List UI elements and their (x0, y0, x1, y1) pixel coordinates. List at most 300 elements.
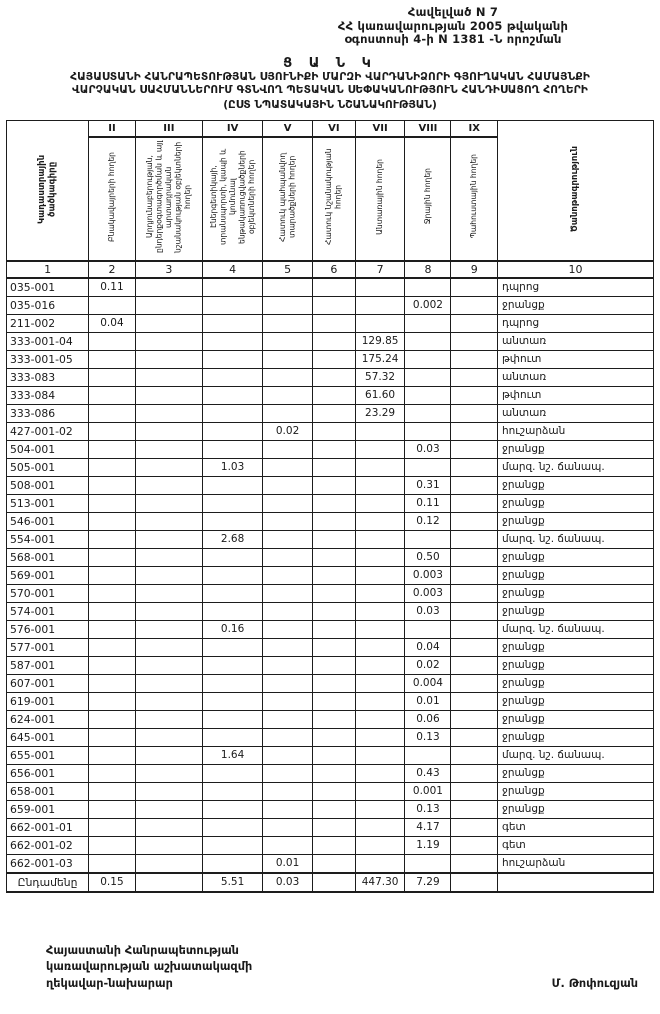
table-row (7, 332, 654, 350)
cell-value (203, 692, 263, 710)
roman-VII: VII (355, 120, 405, 137)
header-water-lands-label: Ջրային հողեր (423, 168, 433, 225)
cell-value (355, 746, 405, 764)
cell-value (312, 566, 355, 584)
cell-code: 427-001-02 (7, 422, 89, 440)
header-forest-lands (355, 137, 405, 261)
total-row (7, 873, 654, 892)
cell-value (263, 710, 313, 728)
cell-value (451, 278, 498, 297)
cell-value (263, 458, 313, 476)
cell-value (203, 440, 263, 458)
roman-II: II (89, 120, 136, 137)
cell-value (451, 494, 498, 512)
cell-note: թփուտ (497, 386, 653, 404)
cell-note: դպրոց (497, 314, 653, 332)
cell-value (135, 332, 202, 350)
table-row (7, 440, 654, 458)
title-line-2: ՎԱՐՉԱԿԱՆ ՍԱՀՄԱՆՆԵՐՈՒՄ ԳՏՆՎՈՂ ՊԵՏԱԿԱՆ ՍԵՓԱԿԱՆՈՒԹՅՈՒՆ ՀԱՆԴԻՍԱՑՈՂ ՀՈՂԵՐԻ (72, 84, 588, 96)
cell-value (405, 386, 451, 404)
cell-value (355, 854, 405, 873)
cell-value (312, 656, 355, 674)
cell-value (451, 422, 498, 440)
cell-value (312, 692, 355, 710)
cell-value (263, 584, 313, 602)
cell-value: 0.03 (405, 440, 451, 458)
cell-value (451, 368, 498, 386)
cell-value (405, 332, 451, 350)
table-row (7, 494, 654, 512)
header-infrastructure-lands-label: Էներգետիկայի, տրանսպորտի, կապի և կոմունալ ենթակառուցվածքների օբյեկտների հողեր (208, 148, 256, 245)
column-number-3: 3 (135, 261, 202, 278)
cell-value (89, 620, 136, 638)
cell-value (405, 278, 451, 297)
cell-value (312, 836, 355, 854)
cell-value (451, 350, 498, 368)
cell-value (203, 584, 263, 602)
cell-value (135, 746, 202, 764)
cell-code: 659-001 (7, 800, 89, 818)
cell-value (405, 350, 451, 368)
cell-value (89, 404, 136, 422)
roman-VI: VI (312, 120, 355, 137)
column-number-row (7, 261, 654, 278)
cell-code: 656-001 (7, 764, 89, 782)
cell-value (135, 674, 202, 692)
cell-value (355, 782, 405, 800)
cell-value (405, 854, 451, 873)
header-cadastral-code-label: Կադաստրային ծածկագիրը (36, 153, 58, 224)
cell-note: ջրանցք (497, 494, 653, 512)
cell-value (451, 746, 498, 764)
cell-value: 0.31 (405, 476, 451, 494)
cell-value (263, 512, 313, 530)
cell-value: 0.04 (89, 314, 136, 332)
header-residential-lands (89, 137, 136, 261)
cell-value (89, 512, 136, 530)
cell-code: 576-001 (7, 620, 89, 638)
cell-value (451, 602, 498, 620)
cell-value (203, 386, 263, 404)
cell-value (89, 800, 136, 818)
cell-value (312, 818, 355, 836)
cell-note: հուշարձան (497, 422, 653, 440)
cell-value (405, 404, 451, 422)
cell-code: 333-001-05 (7, 350, 89, 368)
cell-value (203, 368, 263, 386)
cell-value (203, 602, 263, 620)
cell-value (203, 350, 263, 368)
cell-value (263, 836, 313, 854)
land-categories-table (6, 120, 654, 893)
cell-code: 570-001 (7, 584, 89, 602)
cell-value (451, 620, 498, 638)
column-number-2: 2 (89, 261, 136, 278)
cell-note: ջրանցք (497, 728, 653, 746)
cell-value (451, 332, 498, 350)
cell-value (312, 476, 355, 494)
cell-code: 035-001 (7, 278, 89, 297)
cell-code: 569-001 (7, 566, 89, 584)
cell-value (451, 873, 498, 892)
table-row (7, 782, 654, 800)
cell-value (312, 674, 355, 692)
cell-value (312, 728, 355, 746)
cell-code: 035-016 (7, 296, 89, 314)
cell-note: մարզ. նշ. ճանապ. (497, 620, 653, 638)
cell-value (451, 512, 498, 530)
cell-code: 587-001 (7, 656, 89, 674)
table-row (7, 764, 654, 782)
table-row (7, 548, 654, 566)
cell-value (263, 296, 313, 314)
cell-value (405, 422, 451, 440)
cell-value (355, 512, 405, 530)
cell-value (89, 746, 136, 764)
cell-value (135, 530, 202, 548)
table-row (7, 746, 654, 764)
cell-value (355, 548, 405, 566)
cell-code: 658-001 (7, 782, 89, 800)
header-infrastructure-lands (203, 137, 263, 261)
cell-value (135, 620, 202, 638)
cell-value (451, 710, 498, 728)
cell-value (89, 602, 136, 620)
annex-line-1: Հավելված N 7 (407, 5, 499, 19)
column-number-7: 7 (355, 261, 405, 278)
cell-value: 0.002 (405, 296, 451, 314)
cell-value (355, 800, 405, 818)
cell-value (135, 512, 202, 530)
cell-value (203, 332, 263, 350)
cell-value: 5.51 (203, 873, 263, 892)
cell-value (203, 638, 263, 656)
cell-code: 504-001 (7, 440, 89, 458)
cell-value (135, 764, 202, 782)
cell-value (89, 782, 136, 800)
cell-note: մարզ. նշ. ճանապ. (497, 746, 653, 764)
document-list-word: Ց Ա Ն Կ (283, 55, 377, 71)
cell-value (135, 836, 202, 854)
cell-value (451, 404, 498, 422)
cell-value (135, 818, 202, 836)
cell-value (263, 476, 313, 494)
cell-value (312, 638, 355, 656)
cell-value (135, 566, 202, 584)
cell-value (312, 530, 355, 548)
cell-note: ջրանցք (497, 548, 653, 566)
cell-note: մարզ. նշ. ճանապ. (497, 458, 653, 476)
header-reserve-lands-label: Պահուստային հողեր (469, 154, 479, 239)
cell-value (263, 368, 313, 386)
cell-value (451, 566, 498, 584)
cell-value (135, 638, 202, 656)
table-row (7, 692, 654, 710)
cell-value (355, 584, 405, 602)
cell-value (355, 728, 405, 746)
cell-value (89, 494, 136, 512)
cell-value (263, 278, 313, 297)
table-body (7, 278, 654, 892)
cell-code: 333-001-04 (7, 332, 89, 350)
footer-line-1: Հայաստանի Հանրապետության (46, 943, 239, 957)
cell-value (312, 620, 355, 638)
column-number-8: 8 (405, 261, 451, 278)
cell-value (355, 476, 405, 494)
cell-value (451, 764, 498, 782)
cell-value: 0.003 (405, 566, 451, 584)
title-line-1: ՀԱՅԱՍՏԱՆԻ ՀԱՆՐԱՊԵՏՈՒԹՅԱՆ ՍՅՈՒՆԻՔԻ ՄԱՐԶԻ ՎԱՐԴԱՆԻՁՈՐԻ ԳՅՈՒՂԱԿԱՆ ՀԱՄԱՅՆՔԻ (70, 70, 590, 83)
cell-value (263, 746, 313, 764)
cell-value (263, 638, 313, 656)
cell-value (135, 584, 202, 602)
cell-value (355, 674, 405, 692)
cell-value: 0.06 (405, 710, 451, 728)
cell-value (312, 602, 355, 620)
header-protected-lands-label: Հատուկ պահպանվող տարածքների հողեր (278, 151, 297, 242)
cell-note: գետ (497, 836, 653, 854)
cell-value (89, 674, 136, 692)
cell-code: 508-001 (7, 476, 89, 494)
column-number-10: 10 (497, 261, 653, 278)
cell-value (355, 602, 405, 620)
cell-value (203, 656, 263, 674)
table-row (7, 296, 654, 314)
cell-value: 0.13 (405, 728, 451, 746)
cell-value (312, 332, 355, 350)
cell-note: դպրոց (497, 278, 653, 297)
cell-value (89, 818, 136, 836)
cell-value (355, 818, 405, 836)
annex-line-3: օգոստոսի 4-ի N 1381 -Ն որոշման (344, 32, 562, 46)
cell-value (135, 692, 202, 710)
table-row (7, 422, 654, 440)
cell-value: 1.03 (203, 458, 263, 476)
cell-value (355, 530, 405, 548)
cell-value (263, 782, 313, 800)
cell-value: 0.13 (405, 800, 451, 818)
cell-value (135, 656, 202, 674)
cell-value (263, 692, 313, 710)
column-number-1: 1 (7, 261, 89, 278)
cell-value (135, 386, 202, 404)
cell-note: ջրանցք (497, 638, 653, 656)
cell-value (355, 836, 405, 854)
cell-value (263, 530, 313, 548)
header-special-purpose-lands-label: Հատուկ նշանակության հողեր (324, 148, 343, 245)
cell-code: 662-001-02 (7, 836, 89, 854)
cell-value (312, 404, 355, 422)
table-row (7, 620, 654, 638)
title-line-3: (ԸՍՏ ՆՊԱՏԱԿԱՅԻՆ ՆՇԱՆԱԿՈՒԹՅԱՆ) (223, 98, 437, 111)
cell-value (135, 278, 202, 297)
cell-value (89, 440, 136, 458)
cell-value (355, 278, 405, 297)
cell-value (203, 836, 263, 854)
table-row (7, 602, 654, 620)
cell-value (451, 818, 498, 836)
annex-header (258, 6, 648, 47)
cell-value: 447.30 (355, 873, 405, 892)
cell-value (312, 350, 355, 368)
cell-total-label: Ընդամենը (7, 873, 89, 892)
cell-value (355, 710, 405, 728)
cell-value (135, 314, 202, 332)
cell-note: ջրանցք (497, 692, 653, 710)
cell-value (451, 386, 498, 404)
table-row (7, 854, 654, 873)
cell-value: 1.64 (203, 746, 263, 764)
cell-value (89, 386, 136, 404)
cell-value (203, 728, 263, 746)
table-row (7, 710, 654, 728)
table-row (7, 530, 654, 548)
cell-value (203, 674, 263, 692)
roman-III: III (135, 120, 202, 137)
cell-value (203, 314, 263, 332)
cell-value (355, 566, 405, 584)
table-row (7, 458, 654, 476)
cell-value (135, 602, 202, 620)
roman-IV: IV (203, 120, 263, 137)
cell-value (355, 656, 405, 674)
cell-value (203, 296, 263, 314)
cell-value (135, 404, 202, 422)
table-row (7, 350, 654, 368)
cell-value (451, 692, 498, 710)
cell-value (135, 476, 202, 494)
cell-note: անտառ (497, 368, 653, 386)
cell-value: 1.19 (405, 836, 451, 854)
footer-line-2: կառավարության աշխատակազմի (46, 960, 253, 973)
cell-value (263, 602, 313, 620)
cell-value: 23.29 (355, 404, 405, 422)
cell-value (263, 332, 313, 350)
cell-value: 0.003 (405, 584, 451, 602)
cell-value: 0.03 (263, 873, 313, 892)
table-row (7, 512, 654, 530)
cell-code: 662-001-03 (7, 854, 89, 873)
header-notes (497, 120, 653, 261)
footer-office-block (46, 943, 252, 993)
cell-note: թփուտ (497, 350, 653, 368)
cell-value (203, 422, 263, 440)
cell-code: 645-001 (7, 728, 89, 746)
cell-value (263, 566, 313, 584)
cell-value: 175.24 (355, 350, 405, 368)
cell-value: 0.04 (405, 638, 451, 656)
title-block (0, 56, 660, 112)
cell-value (355, 638, 405, 656)
cell-note: հուշարձան (497, 854, 653, 873)
cell-value: 0.02 (405, 656, 451, 674)
cell-value (451, 530, 498, 548)
cell-value (451, 674, 498, 692)
cell-value (89, 764, 136, 782)
cell-note: գետ (497, 818, 653, 836)
footer (0, 943, 660, 993)
cell-code: 568-001 (7, 548, 89, 566)
cell-value: 0.15 (89, 873, 136, 892)
roman-IX: IX (451, 120, 498, 137)
cell-value: 0.50 (405, 548, 451, 566)
header-cadastral-code (7, 120, 89, 261)
cell-code: 211-002 (7, 314, 89, 332)
cell-value (203, 764, 263, 782)
cell-value (89, 548, 136, 566)
cell-value (263, 728, 313, 746)
cell-value (89, 332, 136, 350)
table-row (7, 656, 654, 674)
cell-value (263, 440, 313, 458)
cell-value (135, 296, 202, 314)
cell-value (355, 620, 405, 638)
cell-value (355, 296, 405, 314)
cell-value (312, 314, 355, 332)
column-number-6: 6 (312, 261, 355, 278)
cell-value (203, 278, 263, 297)
cell-value (312, 764, 355, 782)
cell-value (135, 422, 202, 440)
cell-code: 333-086 (7, 404, 89, 422)
cell-value (135, 782, 202, 800)
cell-value (89, 836, 136, 854)
cell-value: 61.60 (355, 386, 405, 404)
cell-value (312, 800, 355, 818)
cell-value (203, 710, 263, 728)
cell-value (135, 800, 202, 818)
cell-note: ջրանցք (497, 674, 653, 692)
cell-value (355, 458, 405, 476)
table-row (7, 818, 654, 836)
cell-value (312, 854, 355, 873)
cell-value (355, 314, 405, 332)
table-row (7, 476, 654, 494)
cell-value (89, 476, 136, 494)
cell-note: ջրանցք (497, 296, 653, 314)
cell-value (312, 296, 355, 314)
cell-value (312, 710, 355, 728)
cell-value (263, 800, 313, 818)
roman-V: V (263, 120, 313, 137)
cell-value (355, 764, 405, 782)
cell-value (89, 692, 136, 710)
annex-line-2: ՀՀ կառավարության 2005 թվականի (337, 18, 569, 33)
cell-value (203, 548, 263, 566)
cell-code: 554-001 (7, 530, 89, 548)
cell-note: անտառ (497, 404, 653, 422)
table-row (7, 728, 654, 746)
cell-value (451, 836, 498, 854)
cell-value (312, 440, 355, 458)
header-notes-label: Ծանոթագրություն (570, 145, 581, 232)
table-row (7, 584, 654, 602)
cell-value (263, 494, 313, 512)
cell-code: 513-001 (7, 494, 89, 512)
cell-value: 129.85 (355, 332, 405, 350)
cell-value (263, 620, 313, 638)
cell-value: 0.12 (405, 512, 451, 530)
header-forest-lands-label: Անտառային հողեր (375, 158, 385, 235)
cell-code: 619-001 (7, 692, 89, 710)
cell-value (451, 296, 498, 314)
cell-value: 0.01 (405, 692, 451, 710)
cell-value (263, 548, 313, 566)
cell-value (263, 314, 313, 332)
cell-value (451, 476, 498, 494)
cell-value (355, 440, 405, 458)
cell-value (89, 458, 136, 476)
